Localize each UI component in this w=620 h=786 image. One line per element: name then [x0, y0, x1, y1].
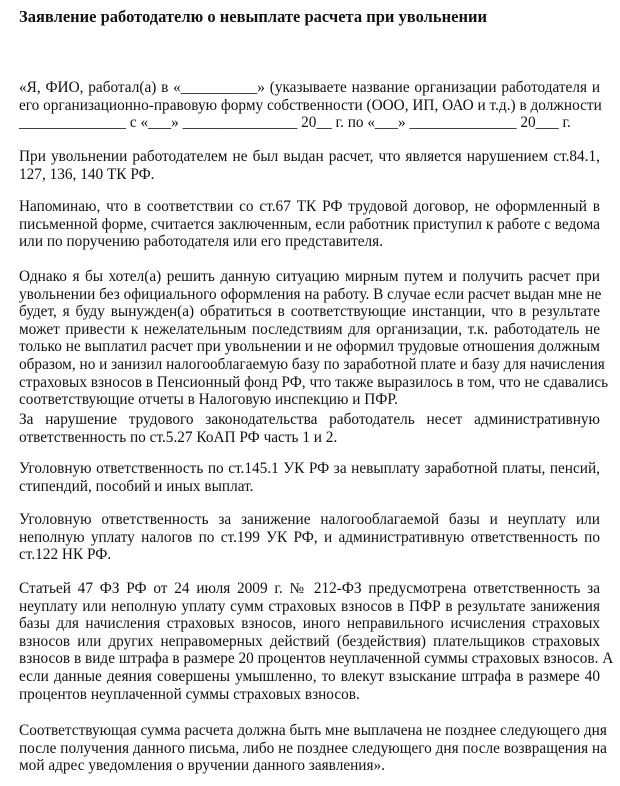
text-line: или по поручению работодателя или его представителя. [19, 233, 384, 251]
paragraph [19, 268, 609, 409]
text-line: увольнении без официального оформления на работу. В случае если расчет выдан мне не [19, 285, 602, 303]
paragraph [19, 460, 600, 495]
text-line: процентов неуплаченной суммы страховых взносов. [19, 685, 360, 703]
text-line: его организационно-правовую форму собственности (ООО, ИП, ОАО и т.д.) в должности [19, 96, 602, 114]
paragraph [19, 580, 614, 703]
paragraph [19, 198, 600, 251]
text-line: ответственность по ст.5.27 КоАП РФ часть 1 и 2. [19, 428, 338, 446]
text-line: после получения данного письма, либо не позднее следующего дня после возвращения на [19, 739, 607, 757]
text-line: Напоминаю, что в соответствии со ст.67 ТК РФ трудовой договор, не оформленный в [19, 198, 600, 215]
text-line: взносов или других неправомерных действий (бездействия) плательщиков страховых [19, 632, 600, 650]
text-line: ст.122 НК РФ. [19, 546, 112, 564]
text-line: Соответствующая сумма расчета должна быть мне выплачена не позднее следующего дня [19, 722, 607, 739]
text-line: Уголовную ответственность по ст.145.1 УК РФ за невыплату заработной платы, пенсий, [19, 460, 600, 477]
paragraph [19, 148, 600, 183]
text-line: мой адрес уведомления о вручении данного заявления». [19, 757, 385, 775]
text-line: стипендий, пособий и иных выплат. [19, 477, 254, 495]
text-line: будет, я буду вынужден(а) обратиться в соответствующие инстанции, что в результате [19, 303, 600, 321]
text-line: если данные деяния совершены умышленно, то влекут взыскание штрафа в размере 40 [19, 667, 600, 685]
text-line: базы для начисления страховых взносов, иного неправильного исчисления страховых [19, 615, 600, 633]
text-line: может привести к нежелательным последствиям для организации, т.к. работодатель не [19, 320, 600, 338]
text-line: взносов в виде штрафа в размере 20 процентов неуплаченной суммы страховых взносов. А [19, 650, 614, 668]
paragraph [19, 411, 600, 446]
paragraph [19, 79, 600, 132]
paragraph [19, 511, 600, 564]
text-line: страховых взносов в Пенсионный фонд РФ, что также выразилось в том, что не сдавались [19, 373, 609, 391]
text-line: только не выплатил расчет при увольнении и не оформил трудовые отношения должным [19, 338, 600, 356]
text-line: Статьей 47 ФЗ РФ от 24 июля 2009 г. № 212-ФЗ предусмотрена ответственность за [19, 580, 600, 597]
text-line: При увольнении работодателем не был выдан расчет, что является нарушением ст.84.1, [19, 148, 600, 165]
document-title: Заявление работодателю о невыплате расчета при увольнении [19, 7, 487, 26]
text-line: неуплату или неполную уплату сумм страховых взносов в ПФР в результате занижения [19, 597, 600, 615]
text-line: образом, но и занизил налогооблагаемую базу по заработной плате и базу для начисления [19, 355, 605, 373]
text-line: соответствующие отчеты в Налоговую инспекцию и ПФР. [19, 391, 398, 409]
text-line: письменной форме, считается заключенным, если работник приступил к работе с ведома [19, 215, 600, 233]
text-line: Однако я бы хотел(а) решить данную ситуацию мирным путем и получить расчет при [19, 268, 600, 285]
text-line: За нарушение трудового законодательства работодатель несет административную [19, 411, 600, 428]
text-line: неполную уплату налогов по ст.199 УК РФ, и административную ответственность по [19, 528, 600, 546]
text-line: Уголовную ответственность за занижение налогооблагаемой базы и неуплату или [19, 511, 600, 528]
text-line: 127, 136, 140 ТК РФ. [19, 165, 155, 183]
paragraph [19, 722, 607, 775]
text-line: «Я, ФИО, работал(а) в «__________» (указываете название организации работодателя и [19, 79, 600, 96]
text-line: ______________ с «___» _______________ 20__ г. по «___» ______________ 20___ г. [19, 114, 571, 132]
